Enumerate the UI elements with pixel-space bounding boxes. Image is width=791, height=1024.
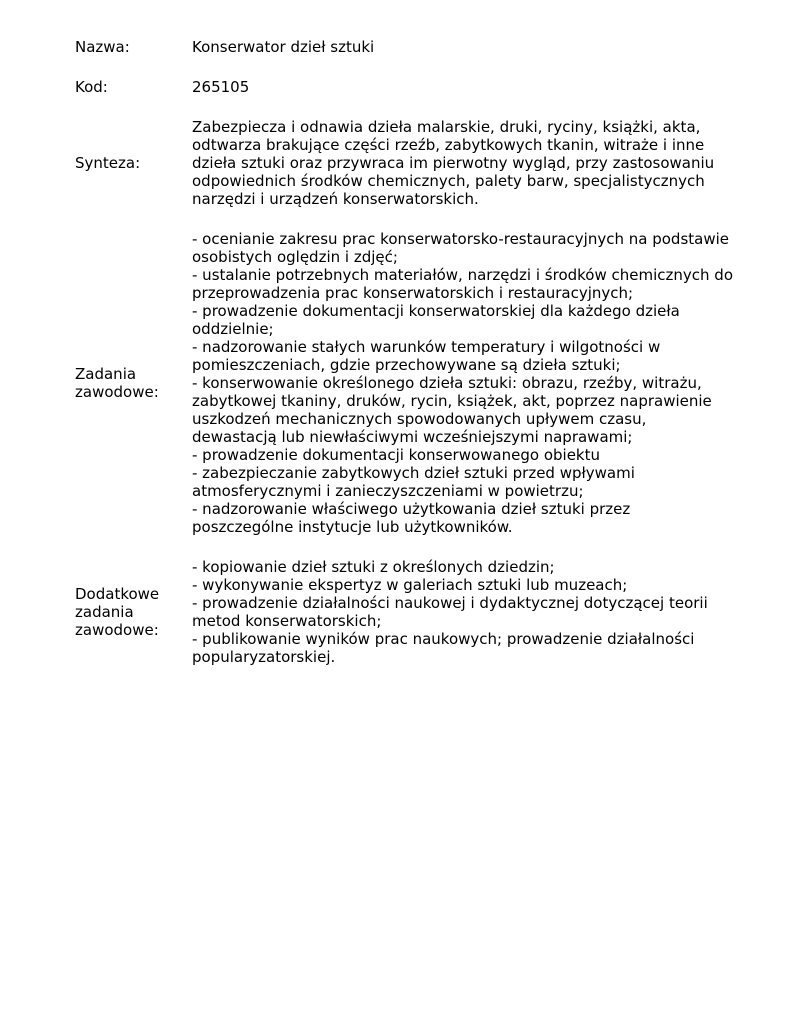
- zadania-line: osobistych oględzin i zdjęć;: [192, 248, 398, 266]
- kod-label: Kod:: [75, 78, 108, 96]
- zadania-line: poszczególne instytucje lub użytkowników.: [192, 518, 513, 536]
- row-nazwa: [75, 38, 765, 56]
- row-synteza: [75, 118, 765, 208]
- dodatkowe-label-line: zadania: [75, 603, 134, 621]
- nazwa-value: Konserwator dzieł sztuki: [192, 38, 375, 56]
- dodatkowe-line: - publikowanie wyników prac naukowych; prowadzenie działalności: [192, 630, 695, 648]
- zadania-line: - konserwowanie określonego dzieła sztuki: obrazu, rzeźby, witrażu,: [192, 374, 702, 392]
- synteza-line: dzieła sztuki oraz przywraca im pierwotny wygląd, przy zastosowaniu: [192, 154, 715, 172]
- dodatkowe-line: - wykonywanie ekspertyz w galeriach sztuki lub muzeach;: [192, 576, 628, 594]
- occupation-description-table: [75, 38, 765, 666]
- zadania-line: uszkodzeń mechanicznych spowodowanych upływem czasu,: [192, 410, 647, 428]
- zadania-line: - zabezpieczanie zabytkowych dzieł sztuki przed wpływami: [192, 464, 635, 482]
- zadania-line: przeprowadzenia prac konserwatorskich i restauracyjnych;: [192, 284, 634, 302]
- zadania-line: pomieszczeniach, gdzie przechowywane są dzieła sztuki;: [192, 356, 621, 374]
- dodatkowe-label-line: Dodatkowe: [75, 585, 160, 603]
- dodatkowe-line: metod konserwatorskich;: [192, 612, 382, 630]
- zadania-line: - ocenianie zakresu prac konserwatorsko-restauracyjnych na podstawie: [192, 230, 729, 248]
- synteza-line: narzędzi i urządzeń konserwatorskich.: [192, 190, 479, 208]
- row-dodatkowe-zadania: [75, 558, 765, 666]
- synteza-line: odtwarza brakujące części rzeźb, zabytkowych tkanin, witraże i inne: [192, 136, 705, 154]
- row-zadania-zawodowe: [75, 230, 765, 536]
- dodatkowe-line: popularyzatorskiej.: [192, 648, 336, 666]
- zadania-line: - prowadzenie dokumentacji konserwowanego obiektu: [192, 446, 600, 464]
- zadania-label: [75, 230, 192, 536]
- zadania-line: zabytkowej tkaniny, druków, rycin, książek, akt, poprzez naprawienie: [192, 392, 712, 410]
- zadania-line: - nadzorowanie właściwego użytkowania dzieł sztuki przez: [192, 500, 631, 518]
- zadania-list: [192, 230, 765, 536]
- zadania-line: - nadzorowanie stałych warunków temperatury i wilgotności w: [192, 338, 661, 356]
- zadania-label-line: Zadania: [75, 365, 137, 383]
- zadania-line: - prowadzenie dokumentacji konserwatorskiej dla każdego dzieła: [192, 302, 680, 320]
- dodatkowe-label-line: zawodowe:: [75, 621, 159, 639]
- dodatkowe-line: - kopiowanie dzieł sztuki z określonych dziedzin;: [192, 558, 555, 576]
- zadania-line: oddzielnie;: [192, 320, 274, 338]
- row-kod: [75, 78, 765, 96]
- nazwa-label: Nazwa:: [75, 38, 130, 56]
- zadania-line: atmosferycznymi i zanieczyszczeniami w powietrzu;: [192, 482, 584, 500]
- synteza-label: Synteza:: [75, 154, 141, 172]
- zadania-label-line: zawodowe:: [75, 383, 159, 401]
- synteza-line: Zabezpiecza i odnawia dzieła malarskie, druki, ryciny, książki, akta,: [192, 118, 701, 136]
- kod-value: 265105: [192, 78, 250, 96]
- zadania-line: dewastacją lub niewłaściwymi wcześniejszymi naprawami;: [192, 428, 633, 446]
- zadania-line: - ustalanie potrzebnych materiałów, narzędzi i środków chemicznych do: [192, 266, 734, 284]
- synteza-text: [192, 118, 765, 208]
- synteza-line: odpowiednich środków chemicznych, palety barw, specjalistycznych: [192, 172, 705, 190]
- dodatkowe-list: [192, 558, 765, 666]
- dodatkowe-line: - prowadzenie działalności naukowej i dydaktycznej dotyczącej teorii: [192, 594, 708, 612]
- dodatkowe-label: [75, 558, 192, 666]
